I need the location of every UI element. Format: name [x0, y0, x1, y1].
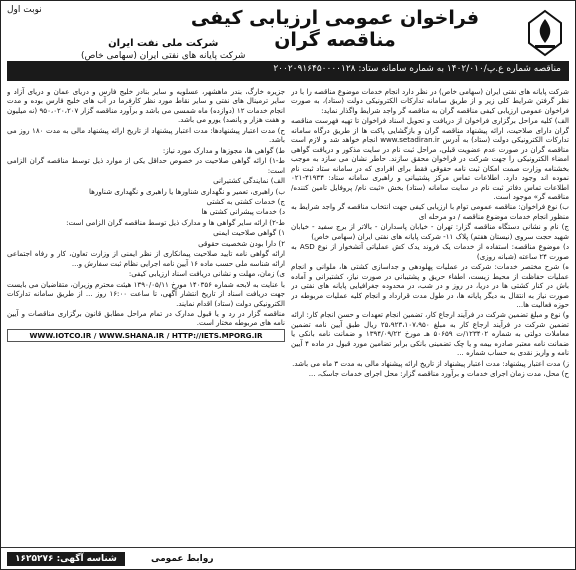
websites-box[interactable]: WWW.IOTCO.IR / WWW.SHANA.IR / HTTP://IETS.MPORG.IR [7, 329, 285, 342]
notice-paragraph: ط-۲) ارائه سایر گواهی ها و مدارک ذیل توسط مناقصه گران الزامی است: [66, 217, 285, 227]
publication-round: نوبت اول [7, 5, 42, 15]
notice-paragraph: ب) راهبری، تعمیر و نگهداری شناورها یا راهبری و نگهداری شناورها [89, 186, 285, 196]
notice-paragraph: ح) مدت اعتبار پیشنهادها: مدت اعتبار پیشنهاد از تاریخ ارائه پیشنهاد مالی به مدت ۱۸۰ روز می باشد. [7, 125, 285, 145]
notice-paragraph: الف) نمایندگی کشتیرانی [213, 176, 285, 186]
notice-paragraph: ح) محل، مدت زمان اجرای خدمات و برآورد مناقصه گزار: محل اجرای خدمات جاسک، ... [308, 369, 569, 379]
notice-paragraph: د) موضوع مناقصه: استفاده از خدمات یک فروند یدک کش عملیاتی آتشخوار از نوع ASD به صورت ۲۴ ساعته (شبانه روزی) [291, 242, 569, 261]
company-name-block [81, 37, 245, 63]
notice-paragraph: ج) خدمات کشتی به کشتی [206, 196, 285, 206]
notice-paragraph: مناقصه گزار در رد و یا قبول مدارک در تمام مراحل مطابق قانون برگزاری مناقصات و آیین نامه های مربوطه مختار است. [7, 308, 285, 328]
company-name: شرکت ملی نفت ایران [108, 38, 219, 49]
notice-paragraph: ۲) دارا بودن شخصیت حقوقی [198, 238, 285, 248]
company-subsidiary: شرکت پایانه های نفتی ایران (سهامی خاص) [81, 51, 246, 61]
notice-id-badge: شناسه آگهی: ۱۶۲۵۲۷۶ [7, 552, 125, 566]
notice-title: فراخوان عمومی ارزیابی کیفی مناقصه گران [190, 7, 480, 51]
notice-paragraph: د) خدمات پیشرانی کشتی ها [201, 207, 285, 217]
notice-paragraph: جزیره خارگ، بندر ماهشهر، عسلویه و سایر بنادر خلیج فارس و دریای عمان و دریای آزاد و سایر ترمینال های نفتی و سایر نقاط مورد نظر کارفرما در آب های خلیج فارس بوده و مدت انجام خدمات ۱۲ (دوازده) ماه شمسی می باشد و برآورد مناقصه گزار ۹۵۰،۰۲۰،۲۰۷ (نه میلیون و هفت هزار و پانصد) یورو می باشد. [7, 87, 285, 125]
notice-paragraph: ب) نوع فراخوان: مناقصه عمومی توام با ارزیابی کیفی جهت انتخاب مناقصه گر واجد شرایط به منظور انجام خدمات موضوع مناقصه / دو مرحله ای [291, 202, 569, 221]
notice-paragraph: ه) شرح مختصر خدمات: شرکت در عملیات پهلودهی و جداسازی کشتی ها، ملوانی و انجام عملیات حفاظت از محیط زیست، اطفاء حریق و پشتیبانی در صورت نیاز، کشتیرانی و آماده باش در کنار کشتی ها در دریا، در روز و در شب، در محدوده جغرافیایی پایانه های نفتی در صورت نیاز به انتقال به دیگر پایانه ها، در طول مدت قرارداد و انجام کلیه عملیات مربوطه در حوزه فعالیت ها... [291, 262, 569, 309]
notice-paragraph: ط-۱) ارائه گواهی صلاحیت در خصوص حداقل یکی از موارد ذیل توسط مناقصه گران الزامی است: [7, 156, 285, 175]
notice-paragraph: الف) کلیه مراحل برگزاری فراخوان از دریافت و تحویل اسناد فراخوان تا تهیه فهرست مناقصه گران دارای صلاحیت، ارائه پیشنهاد مناقصه گران و بازگشایی پاکت ها از طریق درگاه سامانه تدارکات الکترونیکی دولت (ستاد) به آدرس www.setadiran.ir انجام خواهد شد و لازم است مناقصه گران در صورت عدم عضویت قبلی، مراحل ثبت نام در سایت مذکور و دریافت گواهی امضاء الکترونیکی را جهت شرکت در فراخوان محقق سازند. حاطر نشان می سازد به موجب بخشنامه وزارت صمت امکان ثبت نامه حقوقی فقط برای افرادی که در سامانه ستاد ثبت نام نموده اند وجود دارد. اطلاعات تماس مرکز پشتیبانی و راهبری سامانه ستاد: ۴۱۹۳۴-۰۲۱ اطلاعات تماس دفاتر ثبت نام در سایت سامانه (ستاد) بخش «ثبت نام/ پروفایل تامین کننده/مناقصه گر» موجود است. [291, 116, 569, 201]
notice-footer [1, 547, 575, 569]
notice-paragraph: ج) نام و نشانی دستگاه مناقصه گزار: تهران - خیابان پاسداران - بالاتر از برج سفید - خیابان شهید حجت سروی (نیستان هفتم) پلاک ۱۱- شرکت پایانه های نفتی ایران (سهامی خاص) [291, 222, 569, 241]
tender-number-banner: مناقصه شماره ع.پ/۱۴۰۲/۰۱۰ به شماره سامانه ستاد: ۲۰۰۲۰۹۱۶۴۵۰۰۰۰۱۲۸ [7, 61, 569, 81]
notice-paragraph: با عنایت به لابحه شماره ۱۴۰۳۵۶ مورخ ۱۳۹۰/۰۵/۱۱ هیئت محترم وزیران، متقاضیان می بایست جهت دریافت اسناد از تاریخ انتشار آگهی، تا ساعت ۱۶:۰۰ روز ... از طریق سامانه تدارکات الکترونیکی دولت (ستاد) اقدام نمایند. [7, 279, 285, 308]
notice-paragraph: ۱) گواهی صلاحیت ایمنی [213, 228, 285, 238]
notice-header [1, 1, 575, 65]
notice-paragraph: شرکت پایانه های نفتی ایران (سهامی خاص) در نظر دارد انجام خدمات موضوع مناقصه را با در نظر گرفتن شرایط کلی زیر و از طریق سامانه تدارکات الکترونیکی دولت (ستاد)، به صورت فراخوان عمومی ارزیابی کیفی مناقصه گران به مناقصه گر واجد شرایط واگذار نماید: [291, 87, 569, 115]
public-relations-label: روابط عمومی [151, 554, 214, 564]
left-column [7, 87, 285, 545]
notice-paragraph: ز) مدت اعتبار پیشنهاد: مدت اعتبار پیشنهاد از تاریخ ارائه پیشنهاد مالی به مدت ۳ ماه می باشد. [292, 358, 569, 368]
notice-paragraph: و) نوع و مبلغ تضمین شرکت در فرآیند ارجاع کار، تضمین انجام تعهدات و حسن انجام کار: ارائه تضمین شرکت در فرآیند ارجاع کار به مبلغ ۲۵،۹۲۳،۱۰۷،۹۵۰ ریال طبق آیین نامه تضمین معاملات دولتی به شماره ۱۲۳۴۰۲/ت ۵۰۶۵۹ هـ مورخ ۱۳۹۴/۰۹/۲۲ و ضمانت نامه بانکی یا ضمانت نامه معتبر صادره بیمه و یا چک تضمینی بانکی برابر تضامین مورد قبول در ماده ۴ آیین نامه و واریز نقدی به حساب شماره ... [291, 310, 569, 358]
oil-company-logo-icon [525, 9, 565, 57]
notice-body [7, 87, 569, 545]
notice-paragraph: ی) زمان، مهلت و نشانی دریافت اسناد ارزیابی کیفی: [128, 269, 285, 279]
notice-paragraph: ط) گواهی ها، مجوزها و مدارک مورد نیاز: [162, 145, 285, 155]
notice-paragraph: ارائه گواهی نامه تایید صلاحیت پیمانکاری از نظر ایمنی از وزارت تعاون، کار و رفاه اجتماعی ارائه شناسه ملی حسب ماده ۱۶ آیین نامه اجرایی نظام ثبت سفارش و... [7, 249, 285, 268]
right-column [291, 87, 569, 545]
